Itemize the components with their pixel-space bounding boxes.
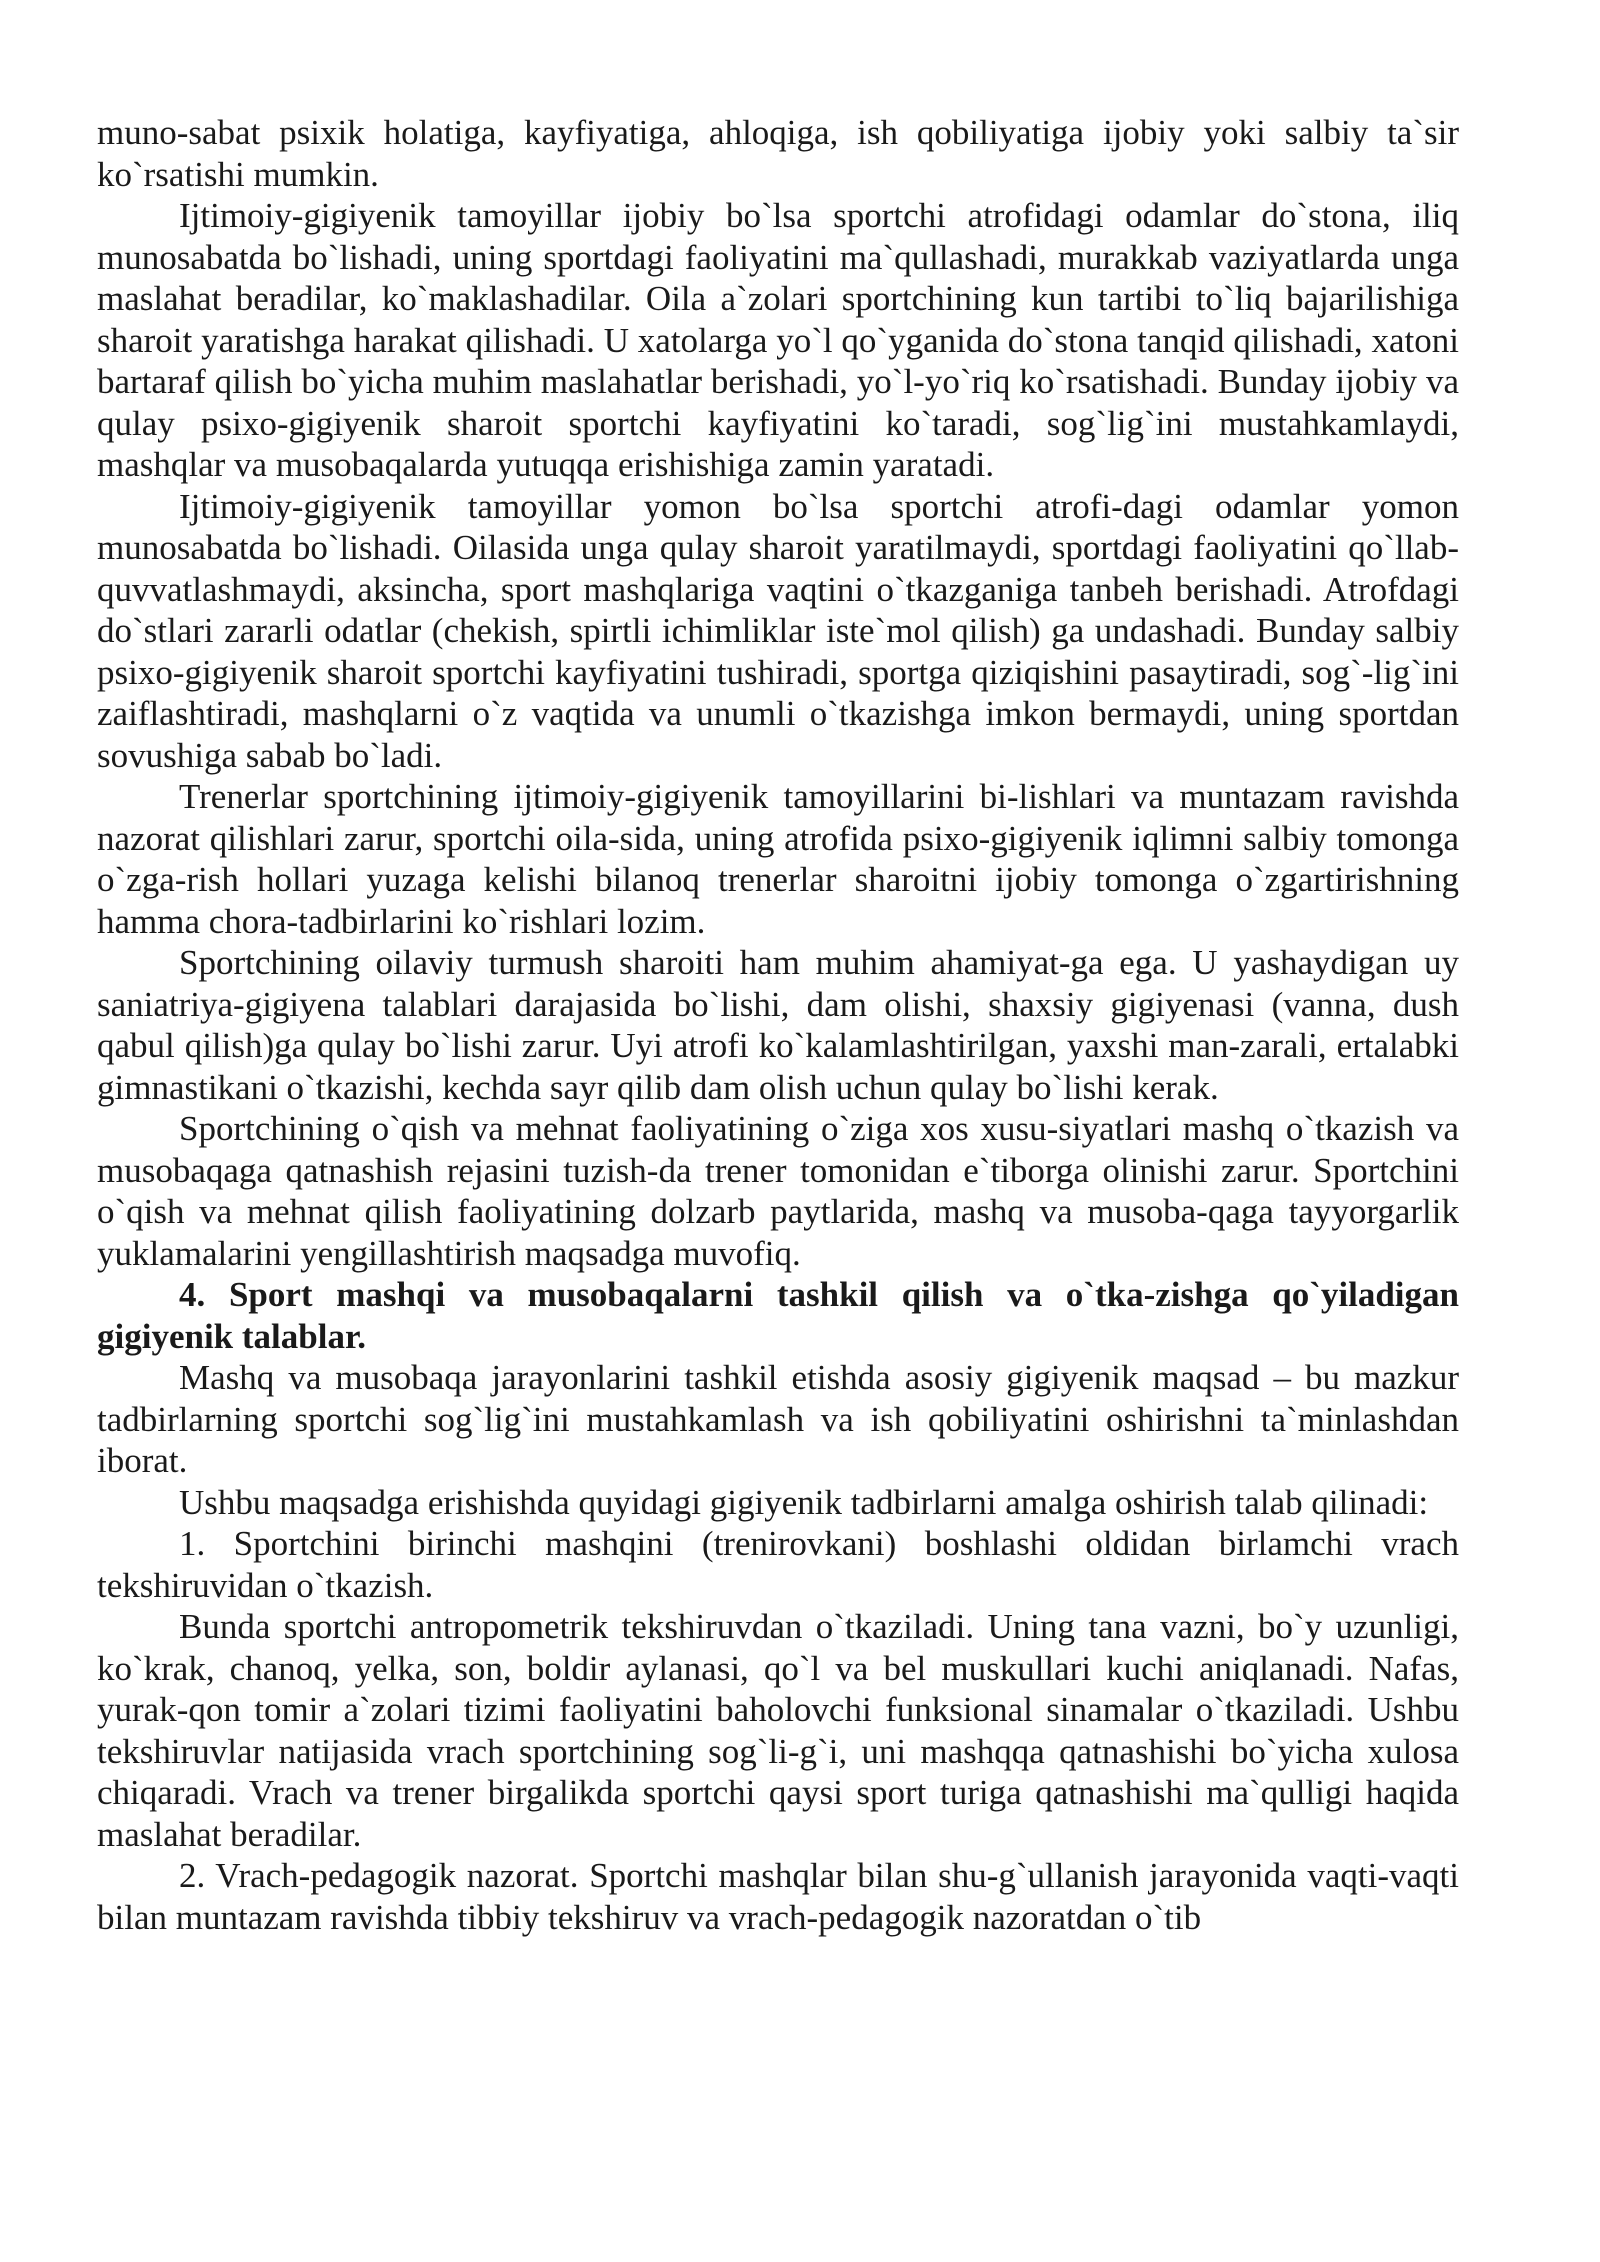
paragraph-anthropometric: Bunda sportchi antropometrik tekshiruvdan o`tkaziladi. Uning tana vazni, bo`y uzunligi, ko`krak, chanoq, yelka, son, boldir aylanasi, qo`l va bel muskullari kuchi aniqlanadi. Nafas, yurak-qon tomir a`zolari tizimi faoliyatini baholovchi funksional sinamalar o`tkaziladi. Ushbu tekshiruvlar natijasida vrach sportchining sog`li-g`i, uni mashqqa qatnashishi bo`yicha xulosa chiqaradi. Vrach va trener birgalikda sportchi qaysi sport turiga qatnashishi ma`qulligi haqida maslahat beradilar. <box>97 1607 1459 1854</box>
paragraph-positive-tamoyillar: Ijtimoiy-gigiyenik tamoyillar ijobiy bo`lsa sportchi atrofidagi odamlar do`stona, iliq munosabatda bo`lishadi, uning sportdagi faoliyatini ma`qullashadi, murakkab vaziyatlarda unga maslahat beradilar, ko`maklashadilar. Oila a`zolari sportchining kun tartibi to`liq bajarilishiga sharoit yaratishga harakat qilishadi. U xatolarga yo`l qo`yganida do`stona tanqid qilishadi, xatoni bartaraf qilish bo`yicha muhim maslahatlar berishadi, yo`l-yo`riq ko`rsatishadi. Bunday ijobiy va qulay psixo-gigiyenik sharoit sportchi kayfiyatini ko`taradi, sog`lig`ini mustahkamlaydi, mashqlar va musobaqalarda yutuqqa erishishiga zamin yaratadi. <box>97 196 1459 484</box>
paragraph-continuation: muno-sabat psixik holatiga, kayfiyatiga, ahloqiga, ish qobiliyatiga ijobiy yoki salbiy ta`sir ko`rsatishi mumkin. <box>97 113 1459 194</box>
paragraph-family-conditions: Sportchining oilaviy turmush sharoiti ham muhim ahamiyat-ga ega. U yashaydigan uy saniatriya-gigiyena talablari darajasida bo`lishi, dam olishi, shaxsiy gigiyenasi (vanna, dush qabul qilish)ga qulay bo`lishi zarur. Uyi atrofi ko`kalamlashtirilgan, yaxshi man-zarali, ertalabki gimnastikani o`tkazishi, kechda sayr qilib dam olish uchun qulay bo`lishi kerak. <box>97 943 1459 1107</box>
paragraph-trainers-control: Trenerlar sportchining ijtimoiy-gigiyenik tamoyillarini bi-lishlari va muntazam ravishda nazorat qilishlari zarur, sportchi oila-sida, uning atrofida psixo-gigiyenik iqlimni salbiy tomonga o`zga-rish hollari yuzaga kelishi bilanoq trenerlar sharoitni ijobiy tomonga o`zgartirishning hamma chora-tadbirlarini ko`rishlari lozim. <box>97 777 1459 941</box>
paragraph-main-goal: Mashq va musobaqa jarayonlarini tashkil etishda asosiy gigiyenik maqsad – bu mazkur tadbirlarning sportchi sog`lig`ini mustahkamlash va ish qobiliyatini oshirishni ta`minlashdan iborat. <box>97 1358 1459 1480</box>
paragraph-measures-intro: Ushbu maqsadga erishishda quyidagi gigiyenik tadbirlarni amalga oshirish talab qilinadi: <box>179 1482 1429 1522</box>
section-heading: 4. Sport mashqi va musobaqalarni tashkil qilish va o`tka-zishga qo`yiladigan gigiyenik talablar. <box>97 1275 1459 1356</box>
document-page <box>97 112 1459 1938</box>
paragraph-item-1: 1. Sportchini birinchi mashqini (trenirovkani) boshlashi oldidan birlamchi vrach tekshiruvidan o`tkazish. <box>97 1524 1459 1605</box>
paragraph-item-2: 2. Vrach-pedagogik nazorat. Sportchi mashqlar bilan shu-g`ullanish jarayonida vaqti-vaqti bilan muntazam ravishda tibbiy tekshiruv va vrach-pedagogik nazoratdan o`tib <box>97 1856 1459 1937</box>
paragraph-negative-tamoyillar: Ijtimoiy-gigiyenik tamoyillar yomon bo`lsa sportchi atrofi-dagi odamlar yomon munosabatda bo`lishadi. Oilasida unga qulay sharoit yaratilmaydi, sportdagi faoliyatini qo`llab-quvvatlashmaydi, aksincha, sport mashqlariga vaqtini o`tkazganiga tanbeh berishadi. Atrofdagi do`stlari zararli odatlar (chekish, spirtli ichimliklar iste`mol qilish) ga undashadi. Bunday salbiy psixo-gigiyenik sharoit sportchi kayfiyatini tushiradi, sportga qiziqishini pasaytiradi, sog`-lig`ini zaiflashtiradi, mashqlarni o`z vaqtida va unumli o`tkazishga imkon bermaydi, uning sportdan sovushiga sabab bo`ladi. <box>97 486 1459 775</box>
paragraph-study-work: Sportchining o`qish va mehnat faoliyatining o`ziga xos xusu-siyatlari mashq o`tkazish va musobaqaga qatnashish rejasini tuzish-da trener tomonidan e`tiborga olinishi zarur. Sportchini o`qish va mehnat qilish faoliyatining dolzarb paytlarida, mashq va musoba-qaga tayyorgarlik yuklamalarini yengillashtirish maqsadga muvofiq. <box>97 1109 1459 1273</box>
